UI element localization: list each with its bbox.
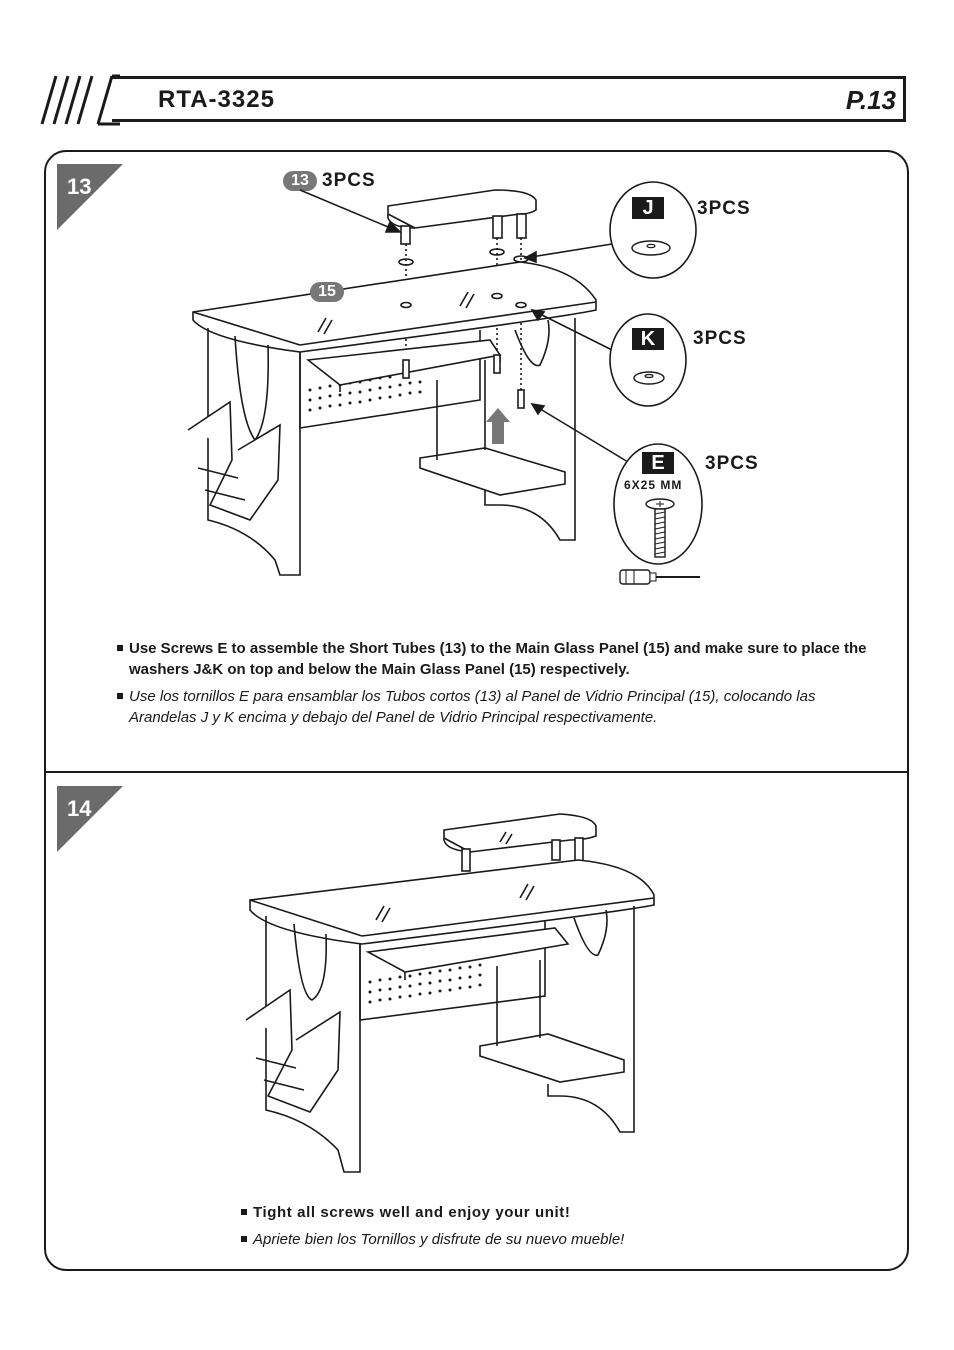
washer-j-callout <box>608 180 698 280</box>
step-13-text-es: Use los tornillos E para ensamblar los Tubos cortos (13) al Panel de Vidrio Principal (15), colocando las Arandelas J y K encima y debajo del Panel de Vidrio Principal respectivamente. <box>117 686 877 728</box>
part-13-badge: 13 <box>283 171 317 191</box>
step-14-text-es: Apriete bien los Tornillos y disfrute de su nuevo mueble! <box>241 1229 841 1250</box>
part-k-qty: 3PCS <box>693 328 747 349</box>
step-13-number: 13 <box>67 174 92 199</box>
part-e-qty: 3PCS <box>705 453 759 474</box>
step-divider <box>45 771 908 773</box>
step-13-instructions <box>117 638 877 734</box>
step-14-text-en: Tight all screws well and enjoy your unit! <box>241 1202 841 1223</box>
step-14-instructions <box>241 1202 841 1256</box>
step-14-desk-diagram <box>240 812 660 1182</box>
part-e-size: 6X25 MM <box>624 478 683 492</box>
part-15-badge: 15 <box>310 282 344 302</box>
part-j-qty: 3PCS <box>697 198 751 219</box>
part-13-qty: 3PCS <box>322 170 376 191</box>
header-stripes-icon <box>40 74 120 126</box>
page-number: P.13 <box>845 85 896 115</box>
model-number: RTA-3325 <box>158 86 275 113</box>
step-14-number: 14 <box>67 796 92 821</box>
part-e-badge: E <box>642 452 674 474</box>
washer-k-callout <box>608 312 688 408</box>
step-13-text-en: Use Screws E to assemble the Short Tubes (13) to the Main Glass Panel (15) and make sure to place the washers J&K on top and below the Main Glass Panel (15) respectively. <box>117 638 877 680</box>
part-j-badge: J <box>632 197 664 219</box>
part-k-badge: K <box>632 328 664 350</box>
